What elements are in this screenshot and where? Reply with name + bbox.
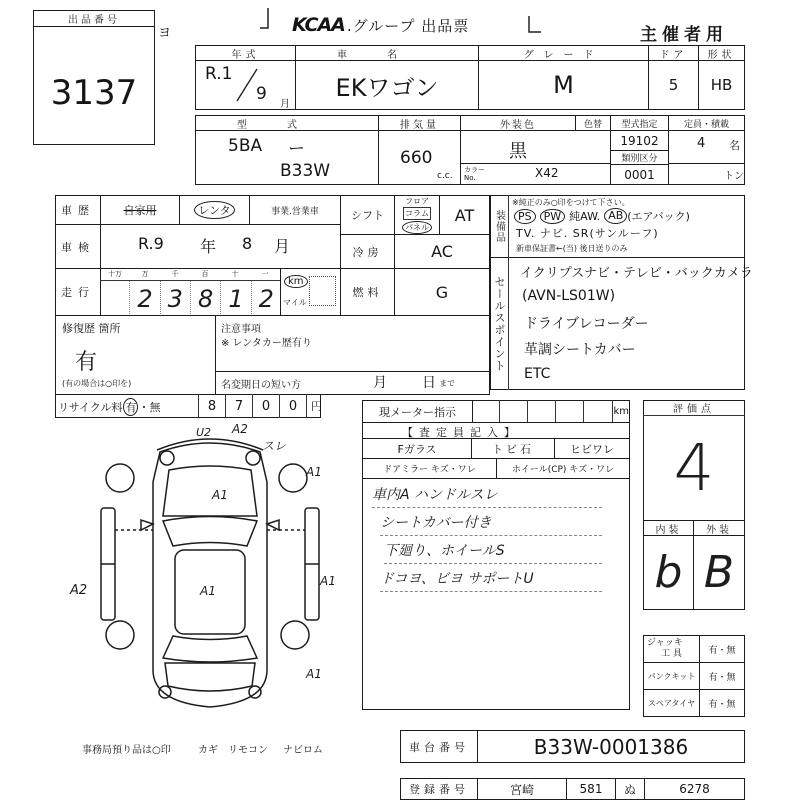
corner-mark-icon	[258, 6, 272, 32]
exterior-color: 黒	[509, 141, 527, 162]
header-doors: ドア	[648, 45, 699, 61]
wheel-rear-left	[106, 621, 134, 649]
inspect-door-mirror: ドアミラー キズ・ワレ	[362, 458, 497, 479]
equipment-label: 装備品	[490, 195, 509, 258]
car-hood	[163, 466, 257, 516]
inspect-crack: ヒビワレ	[554, 438, 630, 459]
accessory-value-puncture-kit: 有・無	[699, 662, 745, 690]
equipment-ps: PS	[514, 209, 536, 224]
taillight-right	[249, 686, 261, 698]
caution-note: ※ レンタカー歴有り	[221, 338, 312, 349]
body-shape: HB	[698, 60, 745, 110]
accessory-value-spare-tire: 有・無	[699, 689, 745, 717]
recycle-digit: 7	[225, 394, 252, 418]
equipment-note: ※純正のみ○印をつけて下さい。	[512, 198, 630, 207]
history-label: 車歴	[55, 195, 101, 225]
meter-label: 現メーター指示	[362, 400, 473, 423]
header-color-change: 色替	[575, 115, 611, 131]
chassis-label: 車台番号	[400, 730, 478, 763]
kept-items-label: 事務局預り品は○印	[82, 745, 171, 756]
copy-for-label: 主催者用	[640, 25, 728, 45]
inspect-windshield: Fガラス	[362, 438, 472, 459]
name-change-month: 月	[373, 375, 387, 391]
header-capacity: 定員・積載	[668, 115, 745, 131]
class-no: 0001	[610, 164, 669, 185]
header-class: 類別区分	[610, 150, 669, 165]
sales-point-item: 革調シートカバー	[524, 342, 636, 358]
displacement-unit: c.c.	[437, 171, 453, 181]
interior-label: 内装	[643, 520, 694, 536]
header-color: 外装色	[460, 115, 576, 131]
taillight-left	[159, 686, 171, 698]
registration-label: 登録番号	[400, 778, 478, 800]
header-year: 年式	[195, 45, 296, 61]
accessory-label-spare-tire: スペアタイヤ	[643, 689, 700, 717]
accessory-value-jack: 有・無	[699, 635, 745, 663]
wheel-rear-right	[281, 621, 309, 649]
inspector-heading: 【査定員記入】	[402, 426, 521, 439]
shift-option-panel: パネル	[402, 221, 432, 234]
name-change-day: 日	[422, 375, 436, 391]
kept-item-navi-rom: ナビロム	[283, 745, 323, 756]
mileage-unit: 十	[231, 270, 239, 278]
damage-mark: A1	[306, 465, 322, 479]
displacement: 660	[400, 148, 433, 168]
repair-value: 有	[75, 350, 98, 375]
recycle-digit: 0	[279, 394, 306, 418]
score-label: 評価点	[643, 400, 745, 416]
meter-digits	[472, 400, 630, 423]
name-change-label: 名変期日の短い方	[221, 380, 301, 391]
shift-value: AT	[439, 195, 490, 235]
mileage-label: 走行	[55, 268, 101, 316]
shift-options	[394, 195, 440, 235]
car-trunk	[165, 663, 255, 691]
capacity-unit: 名	[729, 139, 740, 152]
accessory-label-puncture-kit: パンクキット	[643, 662, 700, 690]
inspector-note: シートカバー付き	[380, 512, 602, 536]
year-era: R.1	[205, 64, 233, 84]
repair-label: 修復歴 箇所	[62, 322, 121, 335]
corner-mark-icon	[527, 14, 543, 36]
recycle-digit: 0	[252, 394, 279, 418]
meter-digit-cell	[556, 400, 584, 422]
header-displacement: 排気量	[378, 115, 461, 131]
mileage-unit: 一	[261, 270, 269, 278]
mileage-digit: 3	[161, 281, 191, 316]
mileage-digit: 2	[258, 284, 274, 313]
title-text: .グループ 出品票	[346, 17, 470, 35]
fuel-value: G	[394, 268, 490, 316]
mileage-unit: 百	[201, 270, 209, 278]
mileage-km: km	[284, 275, 308, 288]
accessory-label-line: 工 具	[661, 649, 682, 659]
lot-number-header: 出品番号	[33, 10, 155, 27]
history-private	[100, 195, 180, 225]
interior-score: b	[643, 535, 694, 610]
mileage-digit: 1	[221, 281, 251, 316]
recycle-label-group	[58, 398, 160, 416]
mileage-digits	[100, 281, 281, 316]
registration-number: 6278	[644, 778, 745, 800]
recycle-digit: 8	[198, 394, 225, 418]
model-code: B33W	[280, 161, 331, 181]
car-rear-window	[163, 636, 257, 662]
history-business: 事業.営業車	[249, 195, 341, 225]
sheet-title	[292, 14, 469, 36]
inspector-note: ドコヨ、ビヨ サポートU	[380, 568, 602, 592]
kept-item-remote: リモコン	[228, 745, 268, 756]
inspection-year-unit: 年	[200, 237, 217, 256]
mileage-mile: マイル	[283, 298, 307, 307]
mileage-unit: 千	[171, 270, 179, 278]
damage-mark: A2	[70, 583, 88, 598]
history-private-label: 自家用	[123, 204, 157, 217]
aircon-label: 冷房	[340, 234, 395, 269]
recycle-digits	[198, 394, 326, 418]
model-prefix: 5BA	[228, 136, 263, 156]
header-car-name: 車名	[295, 45, 479, 61]
recycle-has: 有	[123, 398, 138, 416]
meter-unit: km	[613, 405, 630, 417]
inspect-chip: トビ石	[471, 438, 555, 459]
meter-digit-cell	[500, 400, 528, 422]
history-rental-label: レンタ	[194, 201, 234, 219]
header-model: 型式	[195, 115, 379, 131]
equipment-airbag	[604, 208, 690, 224]
aircon-value: AC	[394, 234, 490, 269]
capacity: 4	[697, 136, 706, 151]
mileage-units	[100, 268, 281, 281]
headlight-left	[160, 451, 174, 465]
shift-label: シフト	[340, 195, 395, 235]
recycle-none: 無	[149, 401, 161, 414]
year-month: 9	[256, 84, 267, 104]
damage-mark: A1	[200, 584, 216, 598]
inspection-label: 車検	[55, 224, 101, 269]
lot-number: 3137	[50, 73, 138, 113]
car-windshield	[163, 517, 257, 547]
sales-point-item: ETC	[524, 366, 551, 382]
chassis-number: B33W-0001386	[477, 730, 745, 763]
sales-points-label: セールスポイント	[490, 257, 509, 390]
registration-region: 宮崎	[477, 778, 567, 800]
meter-digit-cell	[472, 400, 500, 422]
equipment-ab: AB	[604, 208, 627, 224]
sales-point-item: イクリプスナビ・テレビ・バックカメラ	[520, 266, 753, 281]
wheel-front-right	[279, 464, 307, 492]
kept-item-key: カギ	[198, 745, 218, 756]
history-rental	[179, 195, 250, 225]
recycle-label: リサイクル料	[58, 401, 123, 414]
color-cell	[460, 130, 611, 164]
recycle-unit: 円	[306, 394, 326, 418]
damage-mark: A2	[232, 422, 248, 436]
registration-kana: ぬ	[615, 778, 645, 800]
equipment-line2: TV. ナビ. SR(サンルーフ)	[516, 227, 659, 240]
fuel-label: 燃料	[340, 268, 395, 316]
caution-label: 注意事項	[221, 324, 261, 335]
headlight-right	[246, 451, 260, 465]
inspector-note: 車内A ハンドルスレ	[372, 484, 602, 508]
color-no-label: カラーNo.	[464, 166, 485, 182]
wheel-front-left	[106, 464, 134, 492]
mileage-unit: 十万	[108, 270, 122, 278]
year-month-unit: 月	[280, 99, 290, 110]
equipment-line3: 新車保証書←(当) 後日送りのみ	[516, 244, 628, 253]
sales-point-item: (AVN-LS01W)	[522, 288, 616, 304]
equipment-items	[514, 208, 690, 224]
sales-point-item: ドライブレコーダー	[524, 316, 649, 332]
doors: 5	[648, 60, 699, 110]
mirror-left	[141, 520, 153, 530]
score-overall: 4	[673, 432, 715, 506]
color-no: X42	[535, 166, 559, 180]
equipment-pw: PW	[540, 209, 566, 224]
equipment-aw: 純AW.	[569, 210, 601, 223]
meter-digit-cell	[584, 400, 612, 422]
recycle-sep: ・	[138, 401, 150, 414]
damage-mark: A1	[212, 488, 228, 502]
type-designation: 19102	[610, 130, 669, 151]
inspection-era: R.9	[138, 234, 164, 253]
mileage-digit: 8	[191, 281, 221, 316]
mileage-mile-box	[309, 276, 336, 306]
equipment-ab-note: (エアバック)	[627, 210, 690, 223]
damage-mark: スレ	[262, 439, 287, 453]
inspect-wheel: ホイール(CP) キズ・ワレ	[496, 458, 630, 479]
side-mark: ヨ	[158, 26, 172, 41]
header-type-designation: 型式指定	[610, 115, 669, 131]
shift-option-column: コラム	[405, 209, 429, 219]
tonnage-unit: トン	[724, 171, 744, 182]
grade: M	[478, 60, 649, 110]
damage-mark: A1	[320, 574, 336, 588]
mirror-right	[267, 520, 279, 530]
inspection-month: 8	[242, 234, 253, 253]
accessory-label-jack	[643, 635, 700, 663]
mileage-unit: 万	[141, 270, 149, 278]
mileage-digit-empty	[100, 281, 130, 316]
exterior-label: 外装	[693, 520, 745, 536]
header-grade: グレード	[478, 45, 649, 61]
damage-mark: A1	[306, 667, 322, 681]
exterior-score: B	[693, 535, 745, 610]
registration-class: 581	[566, 778, 616, 800]
car-body-outline	[153, 443, 267, 707]
name-change-until: まで	[439, 379, 455, 388]
shift-option-floor: フロア	[405, 197, 429, 207]
inspection-month-unit: 月	[274, 237, 291, 256]
header-shape: 形状	[698, 45, 745, 61]
accessory-label-line: ジャッキ	[647, 638, 683, 648]
inspector-note: 下廻り、ホイールS	[384, 540, 602, 564]
title-logo: KCAA	[292, 14, 345, 36]
damage-mark: U2	[196, 426, 212, 439]
meter-digit-cell	[528, 400, 556, 422]
car-name: EKワゴン	[295, 60, 479, 110]
inspection-cell	[100, 224, 341, 269]
mileage-digit: 2	[130, 281, 160, 316]
repair-note: (有の場合は○印を)	[62, 379, 132, 388]
model-dash: ー	[288, 139, 305, 159]
